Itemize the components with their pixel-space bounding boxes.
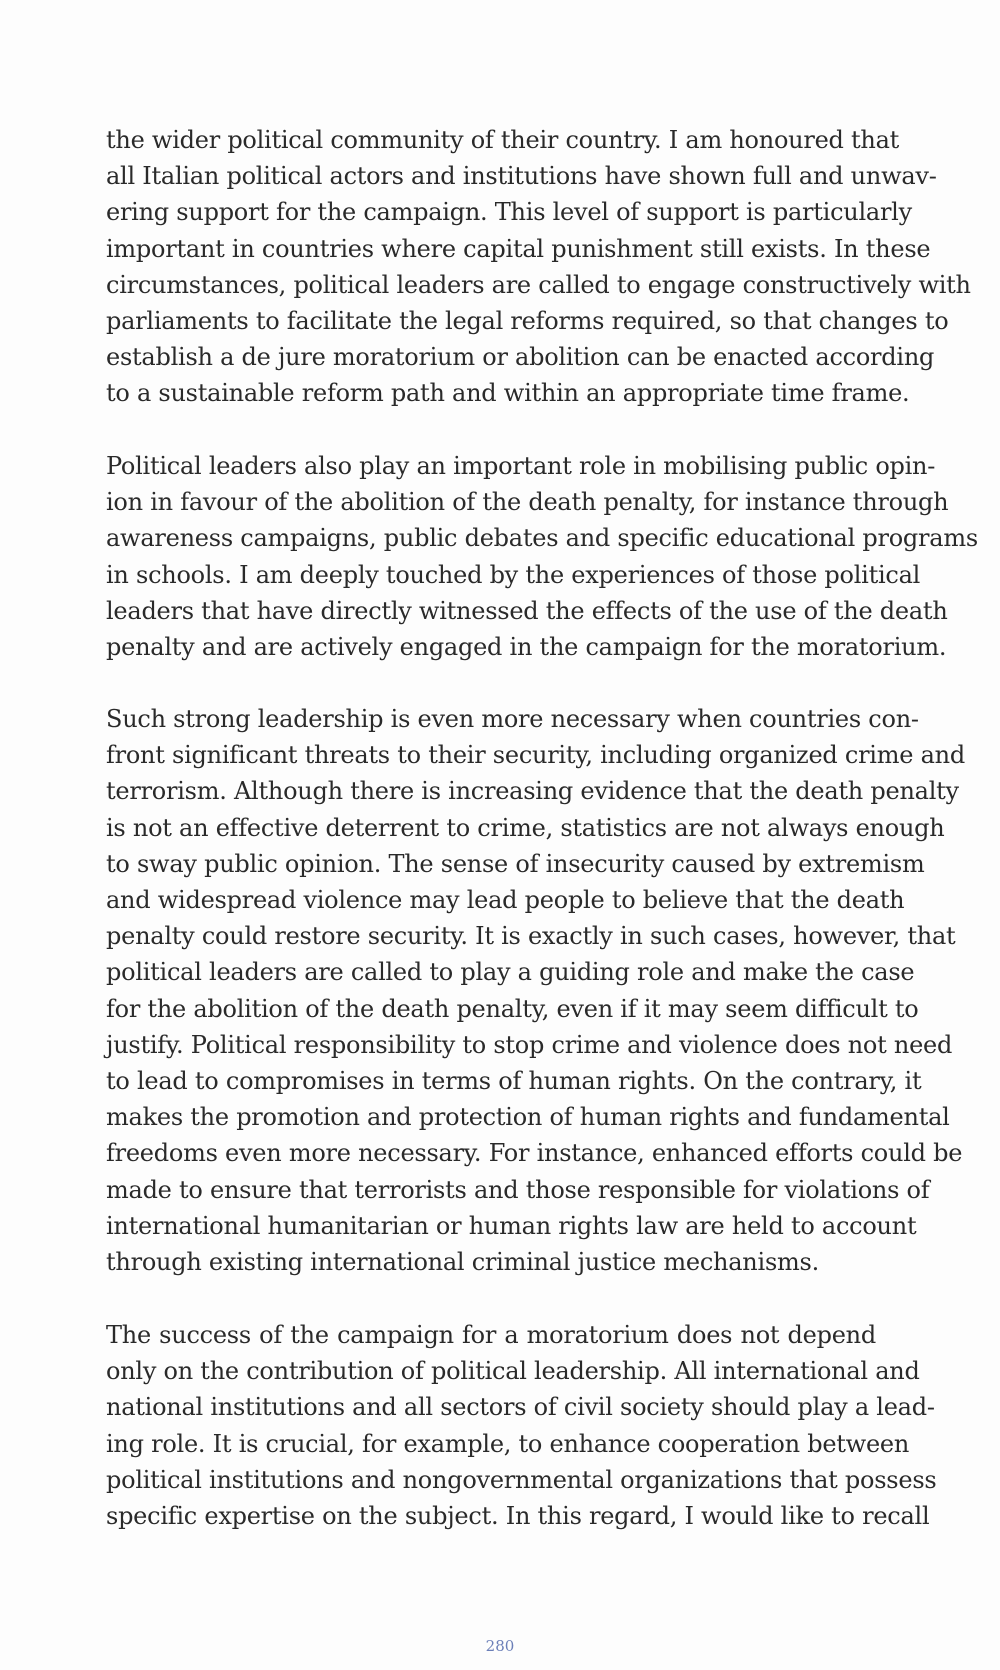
paragraph-line: to lead to compromises in terms of human rights. On the contrary, it <box>106 1067 922 1096</box>
paragraph-line: penalty and are actively engaged in the campaign for the moratorium. <box>106 633 947 662</box>
paragraph-line: all Italian political actors and institutions have shown full and unwav- <box>106 162 937 191</box>
paragraph-3 <box>106 701 965 1280</box>
paragraph-line: in schools. I am deeply touched by the experiences of those political <box>106 560 921 589</box>
paragraph-line: political institutions and nongovernmental organizations that possess <box>106 1465 937 1494</box>
page-number: 280 <box>485 1637 515 1655</box>
paragraph-line: Such strong leadership is even more necessary when countries con- <box>106 705 919 733</box>
paragraph-line: for the abolition of the death penalty, even if it may seem difficult to <box>106 994 919 1023</box>
paragraph-line: establish a de jure moratorium or abolition can be enacted according <box>106 343 935 372</box>
paragraph-line: Political leaders also play an important role in mobilising public opin- <box>106 452 936 480</box>
paragraph-line: The success of the campaign for a moratorium does not depend <box>106 1321 876 1349</box>
paragraph-line: to sway public opinion. The sense of insecurity caused by extremism <box>106 849 925 878</box>
paragraph-line: made to ensure that terrorists and those responsible for violations of <box>106 1175 930 1204</box>
paragraph-line: only on the contribution of political leadership. All international and <box>106 1357 920 1386</box>
paragraph-line: circumstances, political leaders are called to engage constructively with <box>106 270 971 299</box>
paragraph-line: ering support for the campaign. This level of support is particularly <box>106 198 912 227</box>
paragraph-line: to a sustainable reform path and within an appropriate time frame. <box>106 379 910 408</box>
paragraph-line: specific expertise on the subject. In this regard, I would like to recall <box>106 1502 930 1531</box>
paragraph-line: makes the promotion and protection of human rights and fundamental <box>106 1103 950 1132</box>
paragraph-line: is not an effective deterrent to crime, statistics are not always enough <box>106 813 945 842</box>
paragraph-line: ion in favour of the abolition of the death penalty, for instance through <box>106 488 949 517</box>
paragraph-line: awareness campaigns, public debates and specific educational programs <box>106 524 978 553</box>
paragraph-line: parliaments to facilitate the legal reforms required, so that changes to <box>106 307 949 336</box>
paragraph-line: penalty could restore security. It is exactly in such cases, however, that <box>106 922 956 951</box>
paragraph-line: ing role. It is crucial, for example, to enhance cooperation between <box>106 1429 910 1458</box>
paragraph-line: and widespread violence may lead people to believe that the death <box>106 886 905 915</box>
paragraph-line: international humanitarian or human rights law are held to account <box>106 1211 917 1240</box>
paragraph-line: freedoms even more necessary. For instance, enhanced efforts could be <box>106 1139 963 1168</box>
paragraph-line: leaders that have directly witnessed the effects of the use of the death <box>106 596 948 625</box>
paragraph-line: the wider political community of their country. I am honoured that <box>106 126 900 154</box>
paragraph-line: through existing international criminal justice mechanisms. <box>106 1248 819 1277</box>
paragraph-4 <box>106 1317 937 1534</box>
paragraph-line: political leaders are called to play a guiding role and make the case <box>106 958 915 987</box>
paragraph-line: justify. Political responsibility to stop crime and violence does not need <box>106 1030 953 1059</box>
paragraph-1 <box>106 122 971 412</box>
paragraph-line: important in countries where capital punishment still exists. In these <box>106 234 931 263</box>
paragraph-line: front significant threats to their security, including organized crime and <box>106 741 965 770</box>
paragraph-2 <box>106 448 978 665</box>
paragraph-line: terrorism. Although there is increasing evidence that the death penalty <box>106 777 959 806</box>
paragraph-line: national institutions and all sectors of civil society should play a lead- <box>106 1393 935 1422</box>
